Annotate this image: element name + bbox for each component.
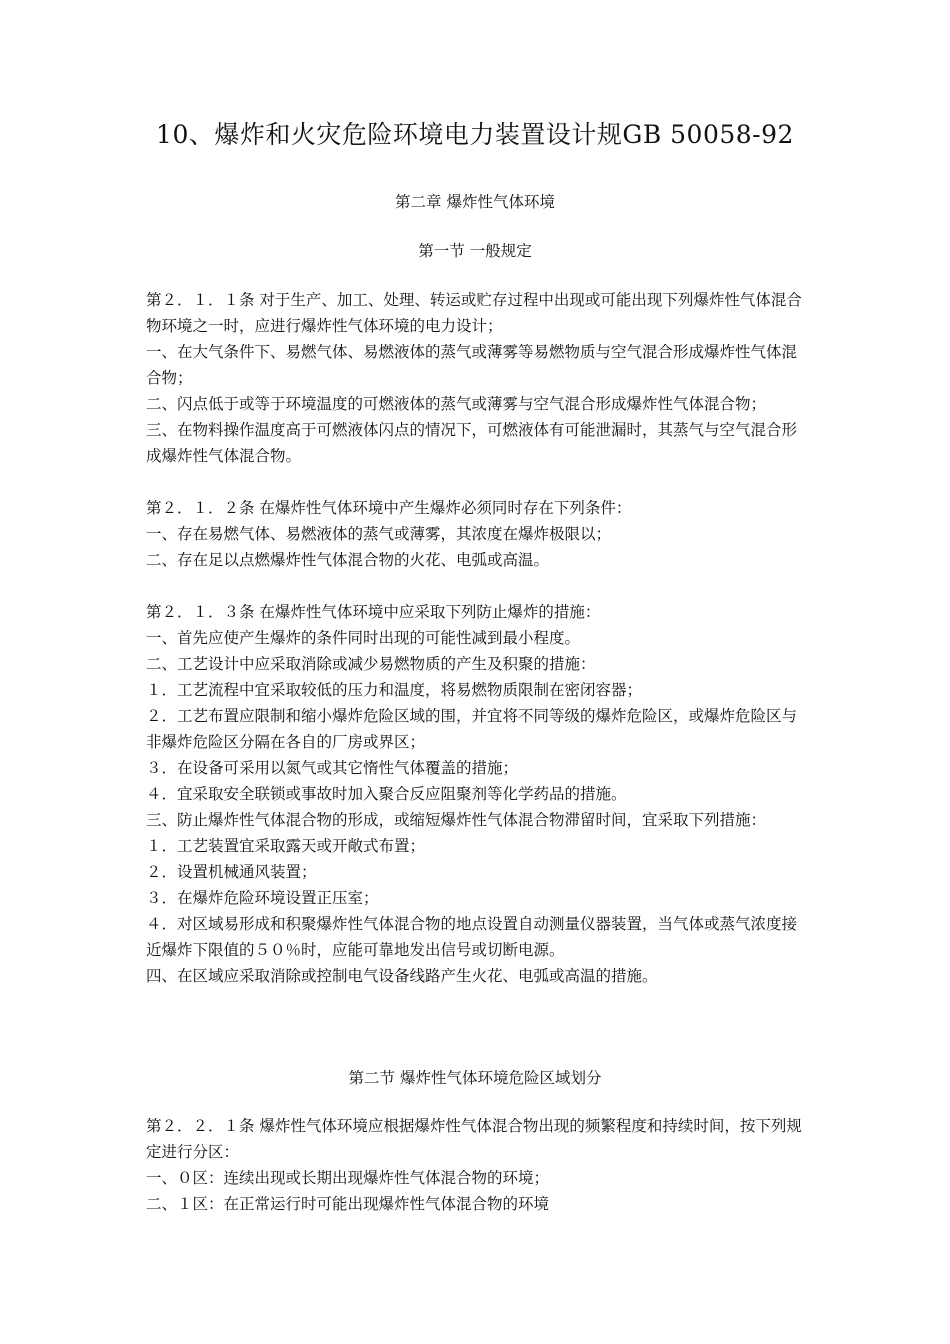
- paragraph: 第２．２．１条 爆炸性气体环境应根据爆炸性气体混合物出现的频繁程度和持续时间，按下列规定进行分区：: [146, 1117, 802, 1161]
- paragraph: 第２．１．３条 在爆炸性气体环境中应采取下列防止爆炸的措施：: [146, 603, 601, 621]
- paragraph: 一、首先应使产生爆炸的条件同时出现的可能性减到最小程度。: [146, 629, 581, 647]
- paragraph: 一、存在易燃气体、易燃液体的蒸气或薄雾，其浓度在爆炸极限以；: [146, 525, 612, 543]
- document-title: 10、爆炸和火灾危险环境电力装置设计规GB 50058-92: [156, 120, 794, 149]
- paragraph: 三、防止爆炸性气体混合物的形成，或缩短爆炸性气体混合物滞留时间，宜采取下列措施：: [146, 811, 767, 829]
- paragraph: １．工艺装置宜采取露天或开敞式布置；: [146, 837, 426, 855]
- paragraph: 一、在大气条件下、易燃气体、易燃液体的蒸气或薄雾等易燃物质与空气混合形成爆炸性气体混合物；: [146, 343, 798, 387]
- paragraph: 三、在物料操作温度高于可燃液体闪点的情况下，可燃液体有可能泄漏时，其蒸气与空气混合形成爆炸性气体混合物。: [146, 421, 798, 465]
- paragraph: ３．在设备可采用以氮气或其它惰性气体覆盖的措施；: [146, 759, 519, 777]
- chapter-heading: 第二章 爆炸性气体环境: [395, 193, 555, 211]
- section-1-body: [146, 287, 808, 989]
- section-heading-1: 第一节 一般规定: [418, 242, 532, 260]
- paragraph: １．工艺流程中宜采取较低的压力和温度，将易燃物质限制在密闭容器；: [146, 681, 643, 699]
- paragraph: ２．设置机械通风装置；: [146, 863, 317, 881]
- paragraph: 二、１区：在正常运行时可能出现爆炸性气体混合物的环境: [146, 1195, 550, 1213]
- paragraph: 二、闪点低于或等于环境温度的可燃液体的蒸气或薄雾与空气混合形成爆炸性气体混合物；: [146, 395, 767, 413]
- section-2-body: [146, 1113, 808, 1217]
- paragraph: 第２．１．１条 对于生产、加工、处理、转运或贮存过程中出现或可能出现下列爆炸性气体混合物环境之一时，应进行爆炸性气体环境的电力设计；: [146, 291, 802, 335]
- section-heading-2: 第二节 爆炸性气体环境危险区域划分: [348, 1069, 602, 1087]
- paragraph: 二、工艺设计中应采取消除或减少易燃物质的产生及积聚的措施：: [146, 655, 596, 673]
- paragraph: 二、存在足以点燃爆炸性气体混合物的火花、电弧或高温。: [146, 551, 550, 569]
- paragraph: ３．在爆炸危险环境设置正压室；: [146, 889, 379, 907]
- paragraph: 第２．１．２条 在爆炸性气体环境中产生爆炸必须同时存在下列条件：: [146, 499, 632, 517]
- paragraph-spacer: [146, 469, 808, 495]
- paragraph: ４．宜采取安全联锁或事故时加入聚合反应阻聚剂等化学药品的措施。: [146, 785, 627, 803]
- paragraph: ２．工艺布置应限制和缩小爆炸危险区域的围，并宜将不同等级的爆炸危险区，或爆炸危险区与非爆炸危险区分隔在各自的厂房或界区；: [146, 707, 798, 751]
- paragraph: 四、在区域应采取消除或控制电气设备线路产生火花、电弧或高温的措施。: [146, 967, 658, 985]
- paragraph-spacer: [146, 573, 808, 599]
- paragraph: ４．对区域易形成和积聚爆炸性气体混合物的地点设置自动测量仪器装置，当气体或蒸气浓度接近爆炸下限值的５０％时，应能可靠地发出信号或切断电源。: [146, 915, 798, 959]
- paragraph: 一、０区：连续出现或长期出现爆炸性气体混合物的环境；: [146, 1169, 550, 1187]
